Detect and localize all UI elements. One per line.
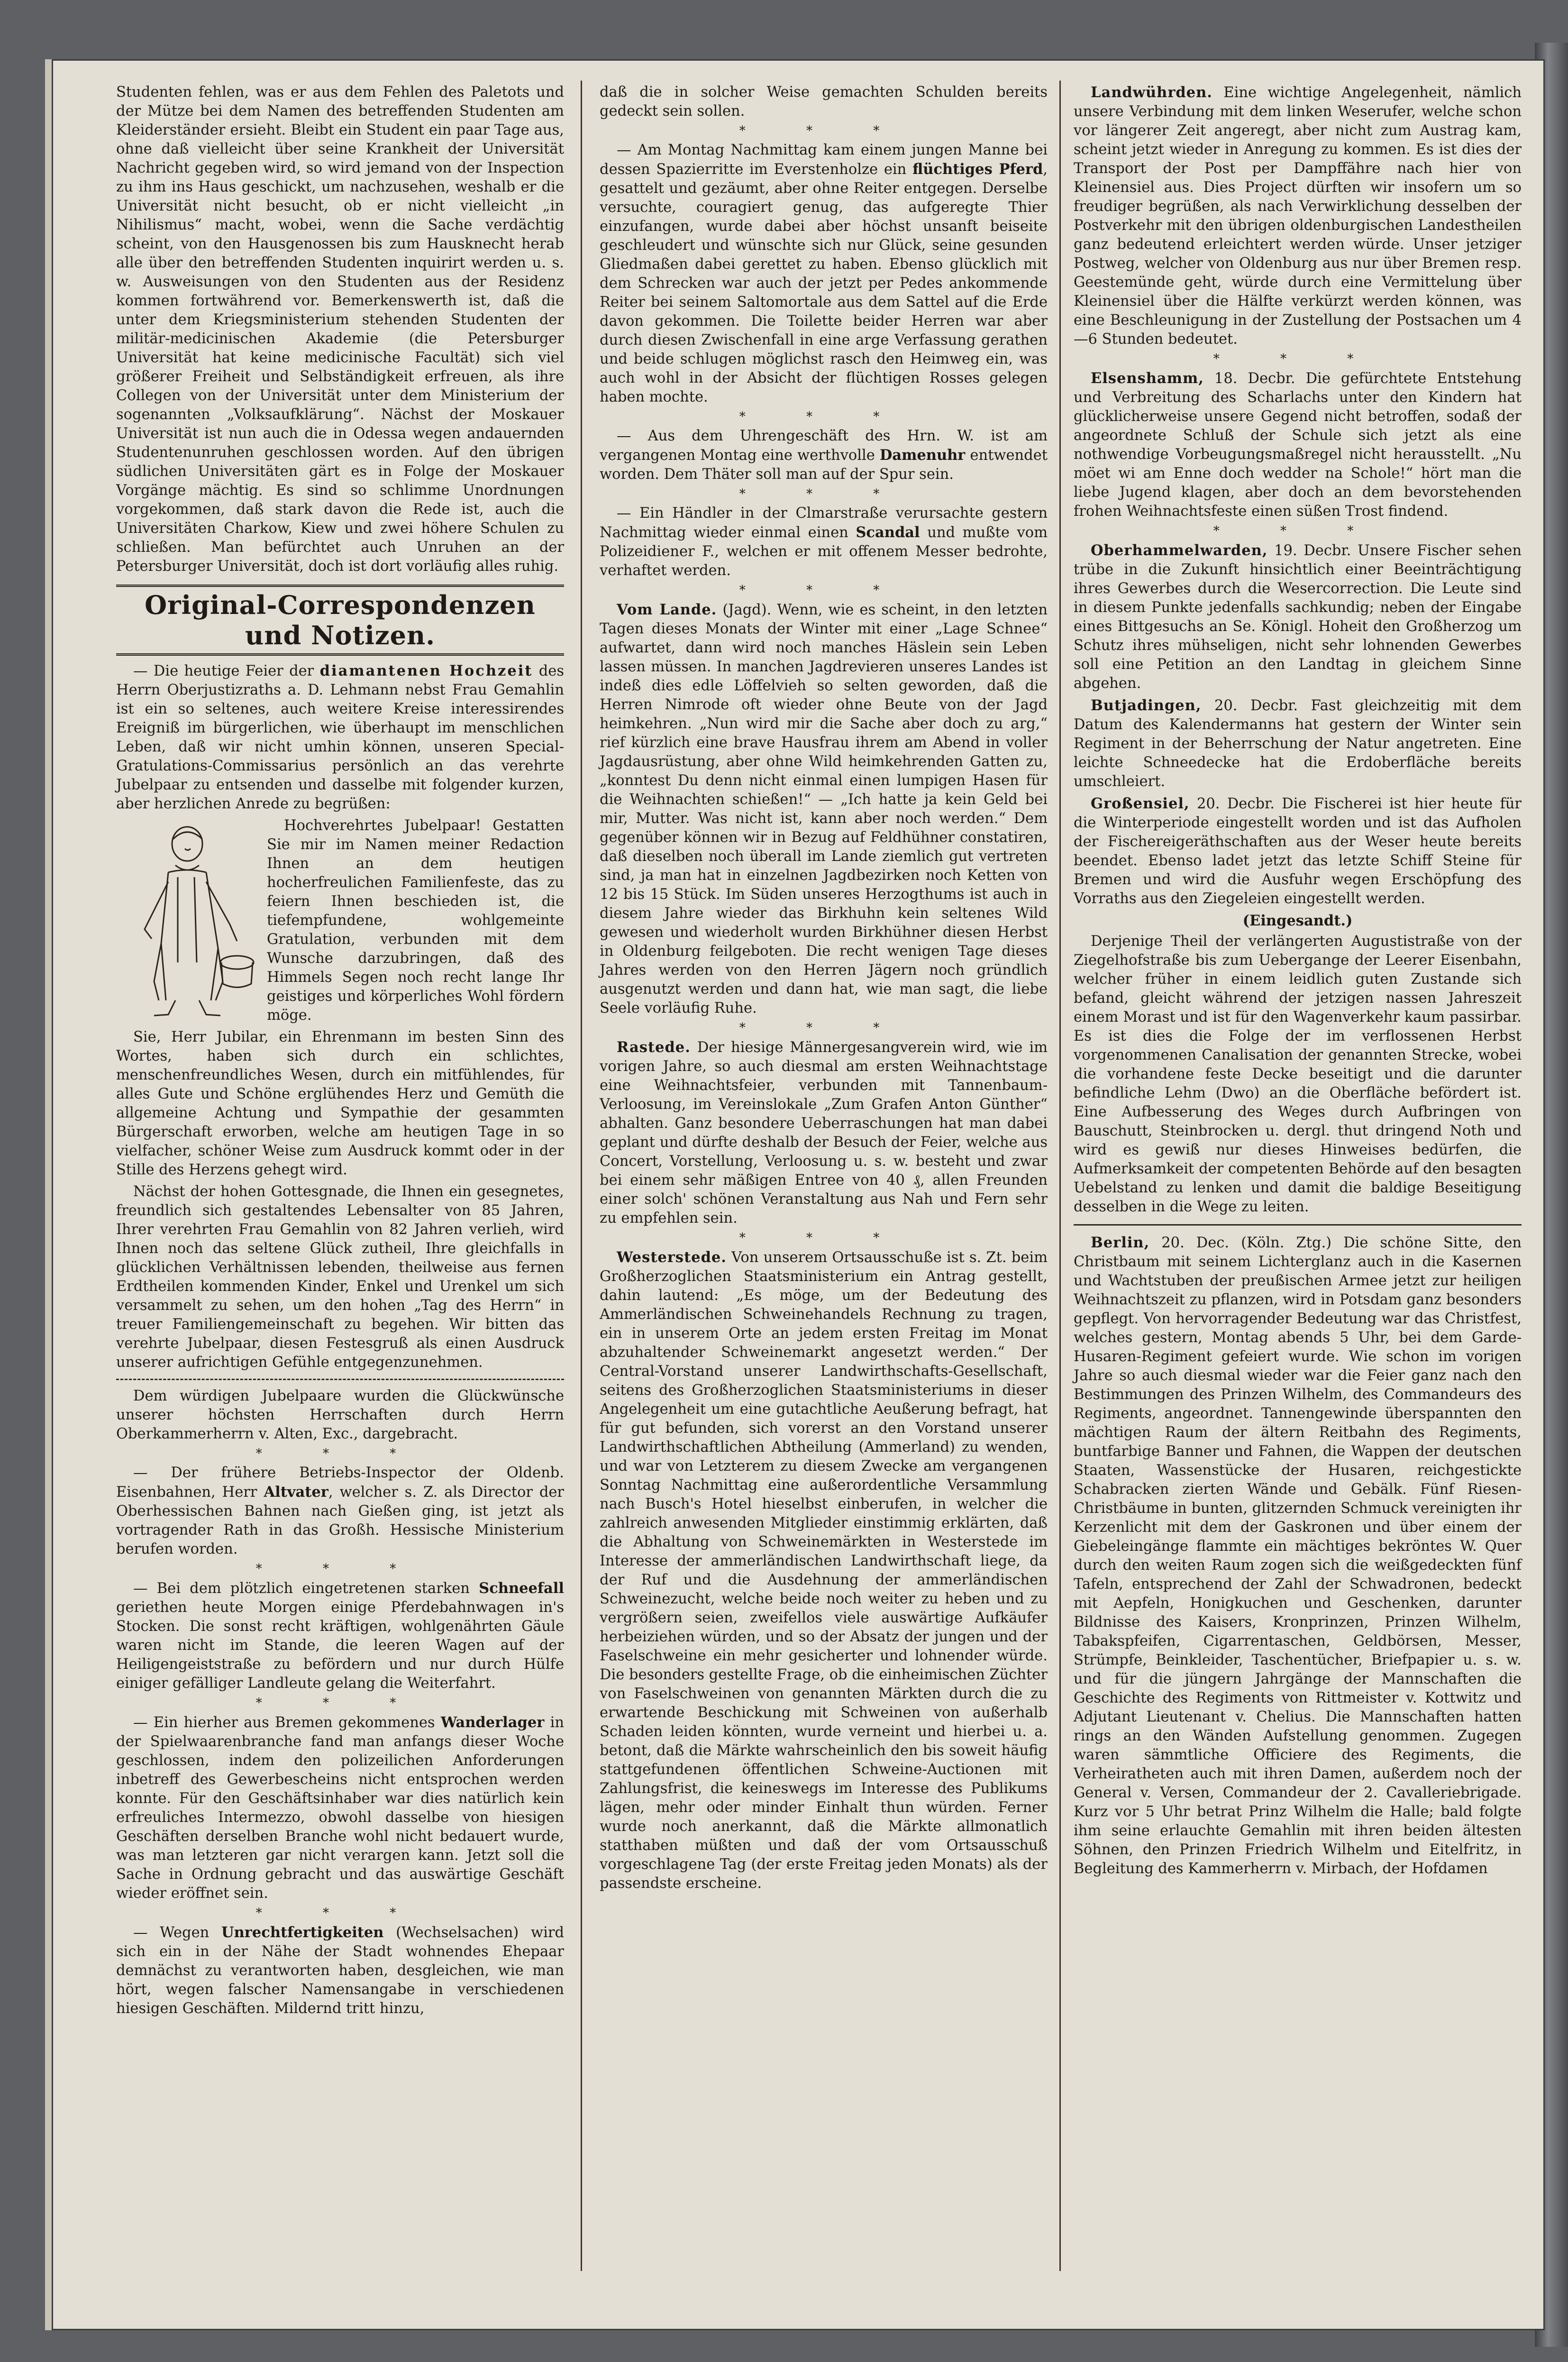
article-scandal: — Ein Händler in der Clmarstraße verursachte gestern Nachmittag wieder einmal einen Scandal und mußte vom Polizeidiener F., welchen er mit offenem Messer bedrohte, verhaftet werden. xyxy=(600,505,1048,579)
separator-rule xyxy=(1074,1224,1522,1226)
separator-stars: * * * xyxy=(255,1906,425,1920)
separator-stars: * * * xyxy=(739,124,908,138)
article-landwuehrden: Landwührden. Eine wichtige Angelegenheit, nämlich unsere Verbindung mit dem linken Weserufer, welche schon vor längerer Zeit angeregt, aber nicht zum Austrag kam, scheint jetzt wieder in Anregung zu kommen. Es ist dies der Transport der Post per Dampffähre nach hier von Kleinensiel aus. Dies Project dürften wir insofern um so freudiger begrüßen, als nach Verwirklichung desselben der Postverkehr mit den übrigen oldenburgischen Landestheilen ganz bedeutend erleichtert werden würde. Unser jetziger Postweg, welcher von Oldenburg aus nur über Bremen resp. Geestemünde geht, würde durch eine Vermittelung über Kleinensiel über die Hälfte verkürzt werden können, was eine Beschleunigung in der Zustellung der Postsachen um 4—6 Stunden bedeutet. xyxy=(1074,84,1522,348)
article-eingesandt: Derjenige Theil der verlängerten Augustistraße von der Ziegelhofstraße bis zum Uebergange der Leerer Eisenbahn, welcher früher in einem leidlich guten Zustande sich befand, gleicht während der jetzigen nassen Jahreszeit einem Morast und ist für den Wagenverkehr kaum passirbar. Es ist dies die Folge der im verflossenen Herbst vorgenommenen Canalisation der genannten Strecke, wobei die vorhandene feste Decke beseitigt und die darunter befindliche Lehm (Dwo) an die Oberfläche befördert ist. Eine Aufbesserung des Weges durch Aufbringen von Bauschutt, Steinbrocken u. dergl. thut dringend Noth und wird es gewiß nur dieses Hinweises bedürfen, die Aufmerksamkeit der competenten Behörde auf den besagten Uebelstand zu lenken und damit die baldige Beseitigung desselben in die Wege zu leiten. xyxy=(1074,933,1522,1215)
separator xyxy=(116,1379,564,1380)
separator-stars: * * * xyxy=(739,583,908,597)
article-berlin: Berlin, 20. Dec. (Köln. Ztg.) Die schöne Sitte, den Christbaum mit seinem Lichterglanz auch in die Kasernen und Wachtstuben der preußischen Armee jetzt zur heiligen Weihnachtszeit zu pflanzen, wird in Potsdam ganz besonders gepflegt. Von hervorragender Bedeutung war das Christfest, welches gestern, Montag abends 5 Uhr, bei dem Garde-Husaren-Regiment gefeiert wurde. Wie schon im vorigen Jahre so auch diesmal wieder war die Feier ganz nach den Bestimmungen des Prinzen Wilhelm, des Commandeurs des Regiments, angeordnet. Tannengewinde überspannten den mächtigen Raum der ältern Reitbahn des Regiments, buntfarbige Banner und Fahnen, die Wappen der deutschen Staaten, Wassenstücke der Husaren, reichgestickte Schabracken zierten Wände und Gebälk. Fünf Riesen-Christbäume in bunten, glitzernden Schmuck vereinigten ihr Kerzenlicht mit dem der Gaskronen und über einem der Giebeleingänge flammte ein mächtiges bekröntes W. Quer durch den weiten Raum zogen sich die weißgedeckten fünf Tafeln, entsprechend der Zahl der Schwadronen, bedeckt mit Aepfeln, Honigkuchen und Geschenken, darunter Bildnisse des Kaisers, Kronprinzen, Prinzen Wilhelm, Tabakspfeifen, Cigarrentaschen, Geldbörsen, Messer, Strümpfe, Beinkleider, Taschentücher, Briefpapier u. s. w. und für die jüngern Jahrgänge der Mannschaften die Geschichte des Regiments von Rittmeister v. Kottwitz und Adjutant Lieutenant v. Chelius. Die Mannschaften hatten rings an den Wänden Aufstellung genommen. Zugegen waren sämmtliche Officiere des Regiments, die Verheiratheten auch mit ihren Damen, außerdem noch der General v. Versen, Commandeur der 2. Cavalleriebrigade. Kurz vor 5 Uhr betrat Prinz Wilhelm die Halle; bald folgte ihm seine erlauchte Gemahlin mit ihren beiden ältesten Söhnen, den Prinzen Friedrich Wilhelm und Eitelfritz, in Begleitung des Kammerherrn v. Mirbach, der Hofdamen xyxy=(1074,1234,1522,1877)
article-russian-students: Studenten fehlen, was er aus dem Fehlen des Paletots und der Mütze bei dem Namen des betreffenden Studenten am Kleiderständer ersieht. Bleibt ein Student ein paar Tage aus, ohne daß vielleicht über seine Krankheit der Universität Nachricht gegeben wird, so wird jemand von der Inspection zu ihm ins Haus geschickt, um nachzusehen, weshalb er die Universität nicht besucht, ob er nicht vielleicht „in Nihilismus“ macht, wobei, wenn die Sache verdächtig scheint, von den Hausgenossen bis zum Hausknecht herab alle über den betreffenden Studenten inquirirt werden u. s. w. Ausweisungen von den Studenten aus der Residenz kommen fortwährend vor. Bemerkenswerth ist, daß die unter dem Kriegsministerium stehenden Studenten der militär-medicinischen Akademie (die Petersburger Universität hat keine medicinische Facultät) sich viel größerer Freiheit und Selbständigkeit erfreuen, als ihre Collegen von der Universität unter dem Ministerium der sogenannten „Volksaufklärung“. Nächst der Moskauer Universität ist nun auch die in Odessa wegen andauernden Studentenunruhen geschlossen worden. Auf den übrigen südlichen Universitäten gärt es in Folge der Moskauer Vorgänge mächtig. Es sind so schlimme Unordnungen vorgekommen, daß stark davon die Rede ist, auch die Universitäten Charkow, Kiew und zwei höhere Schulen zu schließen. Man befürchtet auch Unruhen an der Petersburger Universität, doch ist dort vorläufig alles ruhig. xyxy=(116,84,564,575)
column-1 xyxy=(116,83,564,2021)
separator-stars: * * * xyxy=(255,1446,425,1461)
article-wanderlager: — Ein hierher aus Bremen gekommenes Wanderlager in der Spielwaarenbranche fand man anfangs dieser Woche geschlossen, indem den polizeilichen Anforderungen inbetreff des Gewerbescheins nicht entsprochen werden konnte. Für den Geschäftsinhaber war dies natürlich kein erfreuliches Intermezzo, obwohl dasselbe von hiesigen Geschäften derselben Branche wohl nicht bedauert wurde, was man letzteren gar nicht verargen kann. Jetzt soll die Sache in Ordnung gebracht und das auswärtige Geschäft wieder eröffnet sein. xyxy=(116,1714,564,1902)
separator-stars: * * * xyxy=(739,487,908,501)
article-jubilar: Sie, Herr Jubilar, ein Ehrenmann im besten Sinn des Wortes, haben sich durch ein schlichtes, menschenfreundliches Wesen, durch ein mitfühlendes, für alles Gute und Schöne erglühendes Herz und Gemüth die allgemeine Achtung und Sympathie der gesammten Bürgerschaft erworben, welche am heutigen Tage in so vielfacher, schöner Weise zum Ausdruck kommt oder in der Stille des Herzens gehegt wird. xyxy=(116,1029,564,1178)
separator-stars: * * * xyxy=(255,1696,425,1710)
article-diamond-wedding: — Die heutige Feier der diamantenen Hochzeit des Herrn Oberjustizraths a. D. Lehmann nebst Frau Gemahlin ist ein so seltenes, auch weitere Kreise interessirendes Ereigniß im bürgerlichen, wie überhaupt im menschlichen Leben, daß wir nicht umhin können, unseren Special-Gratulations-Commissarius persönlich an das verehrte Jubelpaar zu entsenden und dasselbe mit folgender kurzen, aber herzlichen Anrede zu begrüßen: xyxy=(116,662,565,812)
article-elsenshamm: Elsenshamm, 18. Decbr. Die gefürchtete Entstehung und Verbreitung des Scharlachs unter den Kindern hat glücklicherweise unsere Gegend nicht betroffen, sodaß der angeordnete Schluß der Schule sich jetzt als eine nothwendige Vorbeugungsmaßregel nicht herausstellt. „Nu möet wi am Enne doch wedder na Schole!“ hört man die liebe Jugend klagen, aber doch an dem bevorstehenden frohen Weihnachtsfeste einen süßen Trost findend. xyxy=(1074,370,1522,520)
column-rule-2 xyxy=(1059,81,1061,2271)
separator-stars: * * * xyxy=(1213,352,1382,366)
article-watch-theft: — Aus dem Uhrengeschäft des Hrn. W. ist am vergangenen Montag eine werthvolle Damenuhr entwendet worden. Dem Thäter soll man auf der Spur sein. xyxy=(600,428,1048,483)
separator-stars: * * * xyxy=(739,1021,908,1035)
article-grossensiel: Großensiel, 20. Decbr. Die Fischerei ist hier heute für die Winterperiode eingestellt worden und ist das Aufholen der Fischereigeräthschaften aus der Weser heute bereits beendet. Ebenso ladet jetzt das letzte Schiff Steine für Bremen und wird die Ausfuhr wegen Erschöpfung des Vorraths aus den Ziegeleien eingestellt werden. xyxy=(1074,795,1522,907)
article-snowfall: — Bei dem plötzlich eingetretenen starken Schneefall geriethen heute Morgen einige Pferdebahnwagen in's Stocken. Die sonst recht kräftigen, wohlgenährten Gäule waren nicht im Stande, die leeren Wagen auf der Heiligengeiststraße zu befördern und nur durch Hülfe einiger gefälliger Landleute gelang die Weiterfahrt. xyxy=(116,1580,564,1692)
article-vom-lande: Vom Lande. (Jagd). Wenn, wie es scheint, in den letzten Tagen dieses Monats der Winter mit einer „Lage Schnee“ aufwartet, dann wird noch manches Häslein sein Leben lassen müssen. In manchen Jagdrevieren unseres Landes ist indeß dies edle Löffelvieh so selten geworden, daß die Herren Nimrode oft wieder ohne Beute von der Jagd heimkehren. „Nun wird mir die Sache aber doch zu arg,“ rief kürzlich eine brave Hausfrau ihrem am Abend in voller Jagdausrüstung, aber ohne Wild heimkehrenden Gatten zu, „konntest Du denn nicht einmal einen lumpigen Hasen für die Weihnachten schießen!“ — „Ich hatte ja kein Geld bei mir, Mutter. Was nicht ist, kann aber noch werden.“ Dem gegenüber können wir in Bezug auf Feldhühner constatiren, daß dieselben noch überall im Lande ziemlich gut vertreten sind, ja man hat in einzelnen Jagdbezirken noch Ketten von 12 bis 15 Stück. Im Süden unseres Herzogthums ist auch in diesem Jahre wieder das Birkhuhn kein seltenes Wild gewesen und wiederholt wurden Birkhühner diesen Herbst in Oldenburg feilgeboten. Die recht wenigen Tage dieses Jahres werden von den Herren Jägern noch gründlich ausgenutzt werden und dann hat, wie man sagt, die liebe Seele vorläufig Ruhe. xyxy=(600,601,1048,1016)
separator-stars: * * * xyxy=(255,1562,425,1576)
article-butjadingen: Butjadingen, 20. Decbr. Fast gleichzeitig mit dem Datum des Kalendermanns hat gestern der Winter sein Regiment in der Beherrschung der Natur angetreten. Eine leichte Schneedecke hat die Erdoberfläche bereits umschleiert. xyxy=(1074,697,1522,790)
column-rule-1 xyxy=(581,81,582,2271)
separator-stars: * * * xyxy=(1213,524,1382,538)
article-unrecht: — Wegen Unrechtfertigkeiten (Wechselsachen) wird sich ein in der Nähe der Stadt wohnendes Ehepaar demnächst zu verantworten haben, desgleichen, wie man hört, wegen falscher Namensangabe in verschiedenen hiesigen Geschäften. Mildernd tritt hinzu, xyxy=(116,1924,564,2017)
article-westerstede: Westerstede. Von unserem Ortsausschuße ist s. Zt. beim Großherzoglichen Staatsministerium ein Antrag gestellt, dahin lautend: „Es möge, um der Bedeutung des Ammerländischen Schweinehandels Rechnung zu tragen, ein in unserem Orte an jedem ersten Freitag im Monat abzuhaltender Schweinemarkt angesetzt werden.“ Der Central-Vorstand unserer Landwirthschafts-Gesellschaft, seitens des Großherzoglichen Staatsministeriums in dieser Angelegenheit um eine gutachtliche Aeußerung befragt, hat für gut befunden, sich vorerst an den Vorstand unserer Landwirthschaftlichen Abtheilung (Ammerland) zu wenden, und war von Letzterem zu diesem Zwecke am vergangenen Sonntag Nachmittag eine außerordentliche Versammlung nach Busch's Hotel hieselbst einberufen, in welcher die zahlreich anwesenden Mitglieder einstimmig erklärten, daß die Abhaltung von Schweinemärkten in Westerstede im Interesse der ammerländischen Landwirthschaft liege, da der Ruf und die Ausdehnung der ammerländischen Schweinezucht, welche beide noch weiter zu heben und zu vergrößern seien, zweifellos viele auswärtige Aufkäufer herbeiziehen würden, und so der Absatz der jungen und der Faselschweine ein mehr gesicherter und lohnender würde. Die besonders gestellte Frage, ob die einheimischen Züchter von Faselschweinen von genannten Märkten durch die zu erwartende Beschickung mit Schweinen von außerhalb Schaden leiden könnten, wurde verneint und hierbei u. a. betont, daß die Märkte wahrscheinlich den bis soweit häufig stattgefundenen öffentlichen Schweine-Auctionen mit Zahlungsfrist, die keineswegs im Interesse des Publikums lägen, mehr oder minder Einhalt thun würden. Ferner wurde noch anerkannt, daß die Märkte allmonatlich statthaben müßten und daß der vom Ortsausschuß vorgeschlagene Tag (der erste Freitag jeden Monats) als der passendste erscheine. xyxy=(600,1249,1048,1892)
gentleman-illustration xyxy=(116,820,258,1024)
column-2 xyxy=(600,83,1048,1896)
article-continued: daß die in solcher Weise gemachten Schulden bereits gedeckt sein sollen. xyxy=(600,84,1048,119)
article-gottesgnade: Nächst der hohen Gottesgnade, die Ihnen ein gesegnetes, freundlich sich gestaltendes Lebensalter von 85 Jahren, Ihrer verehrten Frau Gemahlin von 82 Jahren verlieh, wird Ihnen noch das seltene Glück zutheil, Ihre gleichfalls in glücklichen Verhältnissen lebenden, theilweise aus fernen Erdtheilen kommenden Kinder, Enkel und Urenkel um sich versammelt zu sehen, um den hohen „Tag des Herrn“ in treuer Familiengemeinschaft zu begehen. Wir bitten das verehrte Jubelpaar, diesen Festesgruß als einen Ausdruck unserer aufrichtigen Gefühle entgegenzunehmen. xyxy=(116,1183,564,1371)
article-oberhammelwarden: Oberhammelwarden, 19. Decbr. Unsere Fischer sehen trübe in die Zukunft hinsichtlich einer Beeinträchtigung ihres Gewerbes durch die Wesercorrection. Die Leute sind in diesem Punkte jedenfalls sachkundig; neben der Eingabe eines Bittgesuchs an Se. Königl. Hoheit den Großherzog um Schutz ihres mühseligen, nicht sehr lohnenden Gewerbes soll eine Petition an den Landtag in gleichem Sinne abgehen. xyxy=(1074,542,1522,692)
separator-stars: * * * xyxy=(739,410,908,424)
article-altvater: — Der frühere Betriebs-Inspector der Oldenb. Eisenbahnen, Herr Altvater, welcher s. Z. als Director der Oberhessischen Bahnen nach Gießen ging, ist jetzt als vortragender Rath in das Großh. Hessische Ministerium berufen worden. xyxy=(116,1465,564,1557)
article-runaway-horse: — Am Montag Nachmittag kam einem jungen Manne bei dessen Spazierritte im Everstenholze ein flüchtiges Pferd, gesattelt und gezäumt, aber ohne Reiter entgegen. Derselbe versuchte, couragiert genug, das aufgeregte Thier einzufangen, wurde dabei aber höchst unsanft beiseite geschleudert und wünschte sich nur Glück, seine gesunden Gliedmaßen dabei gerettet zu haben. Ebenso glücklich mit dem Schrecken war auch der jetzt per Pedes ankommende Reiter bei seinem Saltomortale aus dem Sattel auf die Erde davon gekommen. Die Toilette beider Herren war aber durch diesen Zwischenfall in eine arge Verfassung gerathen und beide schlugen möglichst rasch den Heimweg ein, was auch wohl in der Absicht der flüchtigen Rosses gelegen haben mochte. xyxy=(600,142,1048,405)
separator-stars: * * * xyxy=(739,1231,908,1245)
article-congratulations: Dem würdigen Jubelpaare wurden die Glückwünsche unserer höchsten Herrschaften durch Herrn Oberkammerherrn v. Alten, Exc., dargebracht. xyxy=(116,1388,564,1442)
column-3 xyxy=(1074,83,1522,1881)
eingesandt-heading: (Eingesandt.) xyxy=(1242,912,1353,929)
section-heading: Original-Correspondenzen und Notizen. xyxy=(116,585,564,656)
article-address: Hochverehrtes Jubelpaar! Gestatten Sie mir im Namen meiner Redaction Ihnen an dem heutigen hocherfreulichen Familienfeste, das zu feiern Ihnen beschieden ist, die tiefempfundene, wohlgemeinte Gratulation, verbunden mit dem Wunsche darzubringen, daß des Himmels Segen noch recht lange Ihr geistiges und körperliches Wohl fördern möge. xyxy=(267,817,564,1024)
article-rastede: Rastede. Der hiesige Männergesangverein wird, wie im vorigen Jahre, so auch diesmal am ersten Weihnachtstage eine Weihnachtsfeier, verbunden mit Tannenbaum-Verloosung, im Vereinslokale „Zum Grafen Anton Günther“ abhalten. Ganz besondere Ueberraschungen hat man dabei geplant und dürfte deshalb der Besuch der Feier, welche aus Concert, Vorstellung, Verloosung u. s. w. besteht und zwar bei einem sehr mäßigen Entree von 40 ₰, allen Freunden einer solch' schönen Veranstaltung aus Nah und Fern sehr zu empfehlen sein. xyxy=(600,1039,1048,1227)
